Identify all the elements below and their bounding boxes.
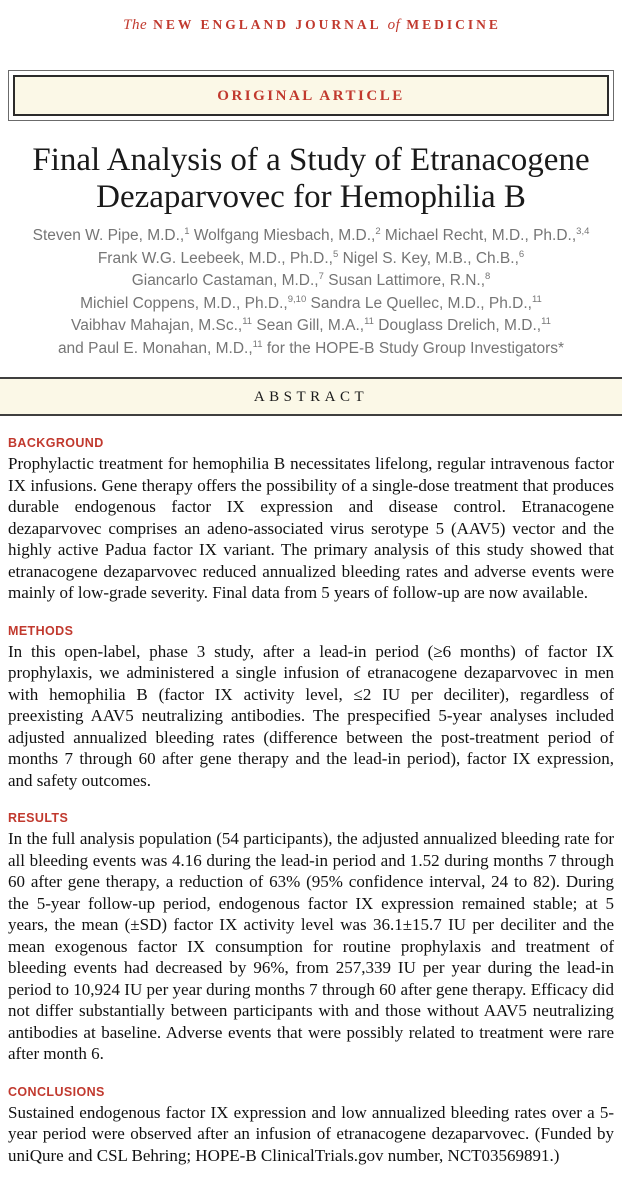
abstract-band xyxy=(0,377,622,416)
section-heading-results: RESULTS xyxy=(8,811,69,825)
article-title-line-2: Dezaparvovec for Hemophilia B xyxy=(96,179,526,215)
section-background xyxy=(8,436,614,604)
author-line-2: Frank W.G. Leebeek, M.D., Ph.D.,$^5$ Nigel S. Key, M.B., Ch.B.,$^6$ xyxy=(97,248,525,267)
masthead-word-the: The xyxy=(123,17,148,33)
section-methods xyxy=(8,624,614,792)
section-heading-methods: METHODS xyxy=(8,623,74,638)
section-text-background: Prophylactic treatment for hemophilia B necessitates lifelong, regular intravenous factor IX infusions. Gene therapy offers the possibility of a single-dose treatment that produces durable endogenous factor IX expression and disease control. Etranacogene dezaparvovec comprises an adeno-associated virus serotype 5 (AAV5) vector and the highly active Padua factor IX variant. The primary analysis of this study showed that etranacogene dezaparvovec reduced annualized bleeding rates and adverse events were mainly of low-grade severity. Final data from 5 years of follow-up are now available. xyxy=(8,454,614,602)
article-title-line-1: Final Analysis of a Study of Etranacogene xyxy=(32,142,590,178)
section-results xyxy=(8,811,614,1065)
author-block xyxy=(8,225,614,360)
author-line-5: Vaibhav Mahajan, M.Sc.,$^{11}$ Sean Gill, M.A.,$^{11}$ Douglass Drelich, M.D.,$^{11}$ xyxy=(71,315,551,334)
original-article-banner xyxy=(8,70,614,121)
masthead-journal-name: NEW ENGLAND JOURNAL xyxy=(153,17,382,32)
section-text-results: In the full analysis population (54 participants), the adjusted annualized bleeding rate for all bleeding events was 4.16 during the lead-in period and 1.52 during months 7 through 60 after gene therapy, a reduction of 63% (95% confidence interval, 24 to 82). During the 5-year follow-up period, endogenous factor IX expression remained stable; at 5 years, the mean (±SD) factor IX activity level was 36.1±15.7 IU per deciliter and the mean exogenous factor IX consumption for routine prophylaxis and treatment of bleeding events had decreased by 96%, from 257,339 IU per year during the lead-in period to 10,924 IU per year during months 7 through 60 after gene therapy. Efficacy did not differ substantially between participants with and those without AAV5 neutralizing antibodies at baseline. Adverse events that were possibly related to treatment were rare after month 6. xyxy=(8,829,614,1063)
section-text-conclusions: Sustained endogenous factor IX expression and low annualized bleeding rates over a 5-year period were observed after an infusion of etranacogene dezaparvovec. (Funded by uniQure and CSL Behring; HOPE-B ClinicalTrials.gov number, NCT03569891.) xyxy=(8,1102,614,1165)
section-text-methods: In this open-label, phase 3 study, after a lead-in period (≥6 months) of factor IX prophylaxis, we administered a single infusion of etranacogene dezaparvovec in men with hemophilia B (factor IX activity level, ≤2 IU per deciliter), regardless of preexisting AAV5 neutralizing antibodies. The prespecified 5-year analyses included adjusted annualized bleeding rates (difference between the post-treatment period of months 7 through 60 after gene therapy and the lead-in period), factor IX expression, and safety outcomes. xyxy=(8,641,614,790)
article-type-label: ORIGINAL ARTICLE xyxy=(217,88,405,104)
journal-masthead xyxy=(8,0,614,34)
author-line-3: Giancarlo Castaman, M.D.,$^7$ Susan Lattimore, R.N.,$^8$ xyxy=(131,270,491,289)
masthead-medicine: MEDICINE xyxy=(406,17,501,32)
masthead-word-of: of xyxy=(387,17,401,33)
author-line-4: Michiel Coppens, M.D., Ph.D.,$^{9,10}$ Sandra Le Quellec, M.D., Ph.D.,$^{11}$ xyxy=(80,293,542,312)
abstract-label: ABSTRACT xyxy=(253,389,369,405)
original-article-banner-inner xyxy=(13,75,609,116)
article-title xyxy=(8,142,614,216)
section-conclusions xyxy=(8,1085,614,1167)
section-heading-conclusions: CONCLUSIONS xyxy=(8,1084,105,1099)
section-heading-background: BACKGROUND xyxy=(8,436,104,450)
author-line-1: Steven W. Pipe, M.D.,$^1$ Wolfgang Miesbach, M.D.,$^2$ Michael Recht, M.D., Ph.D.,$^{3,4}$ xyxy=(32,225,590,244)
author-line-6: and Paul E. Monahan, M.D.,$^{11}$ for the HOPE-B Study Group Investigators* xyxy=(57,338,565,357)
